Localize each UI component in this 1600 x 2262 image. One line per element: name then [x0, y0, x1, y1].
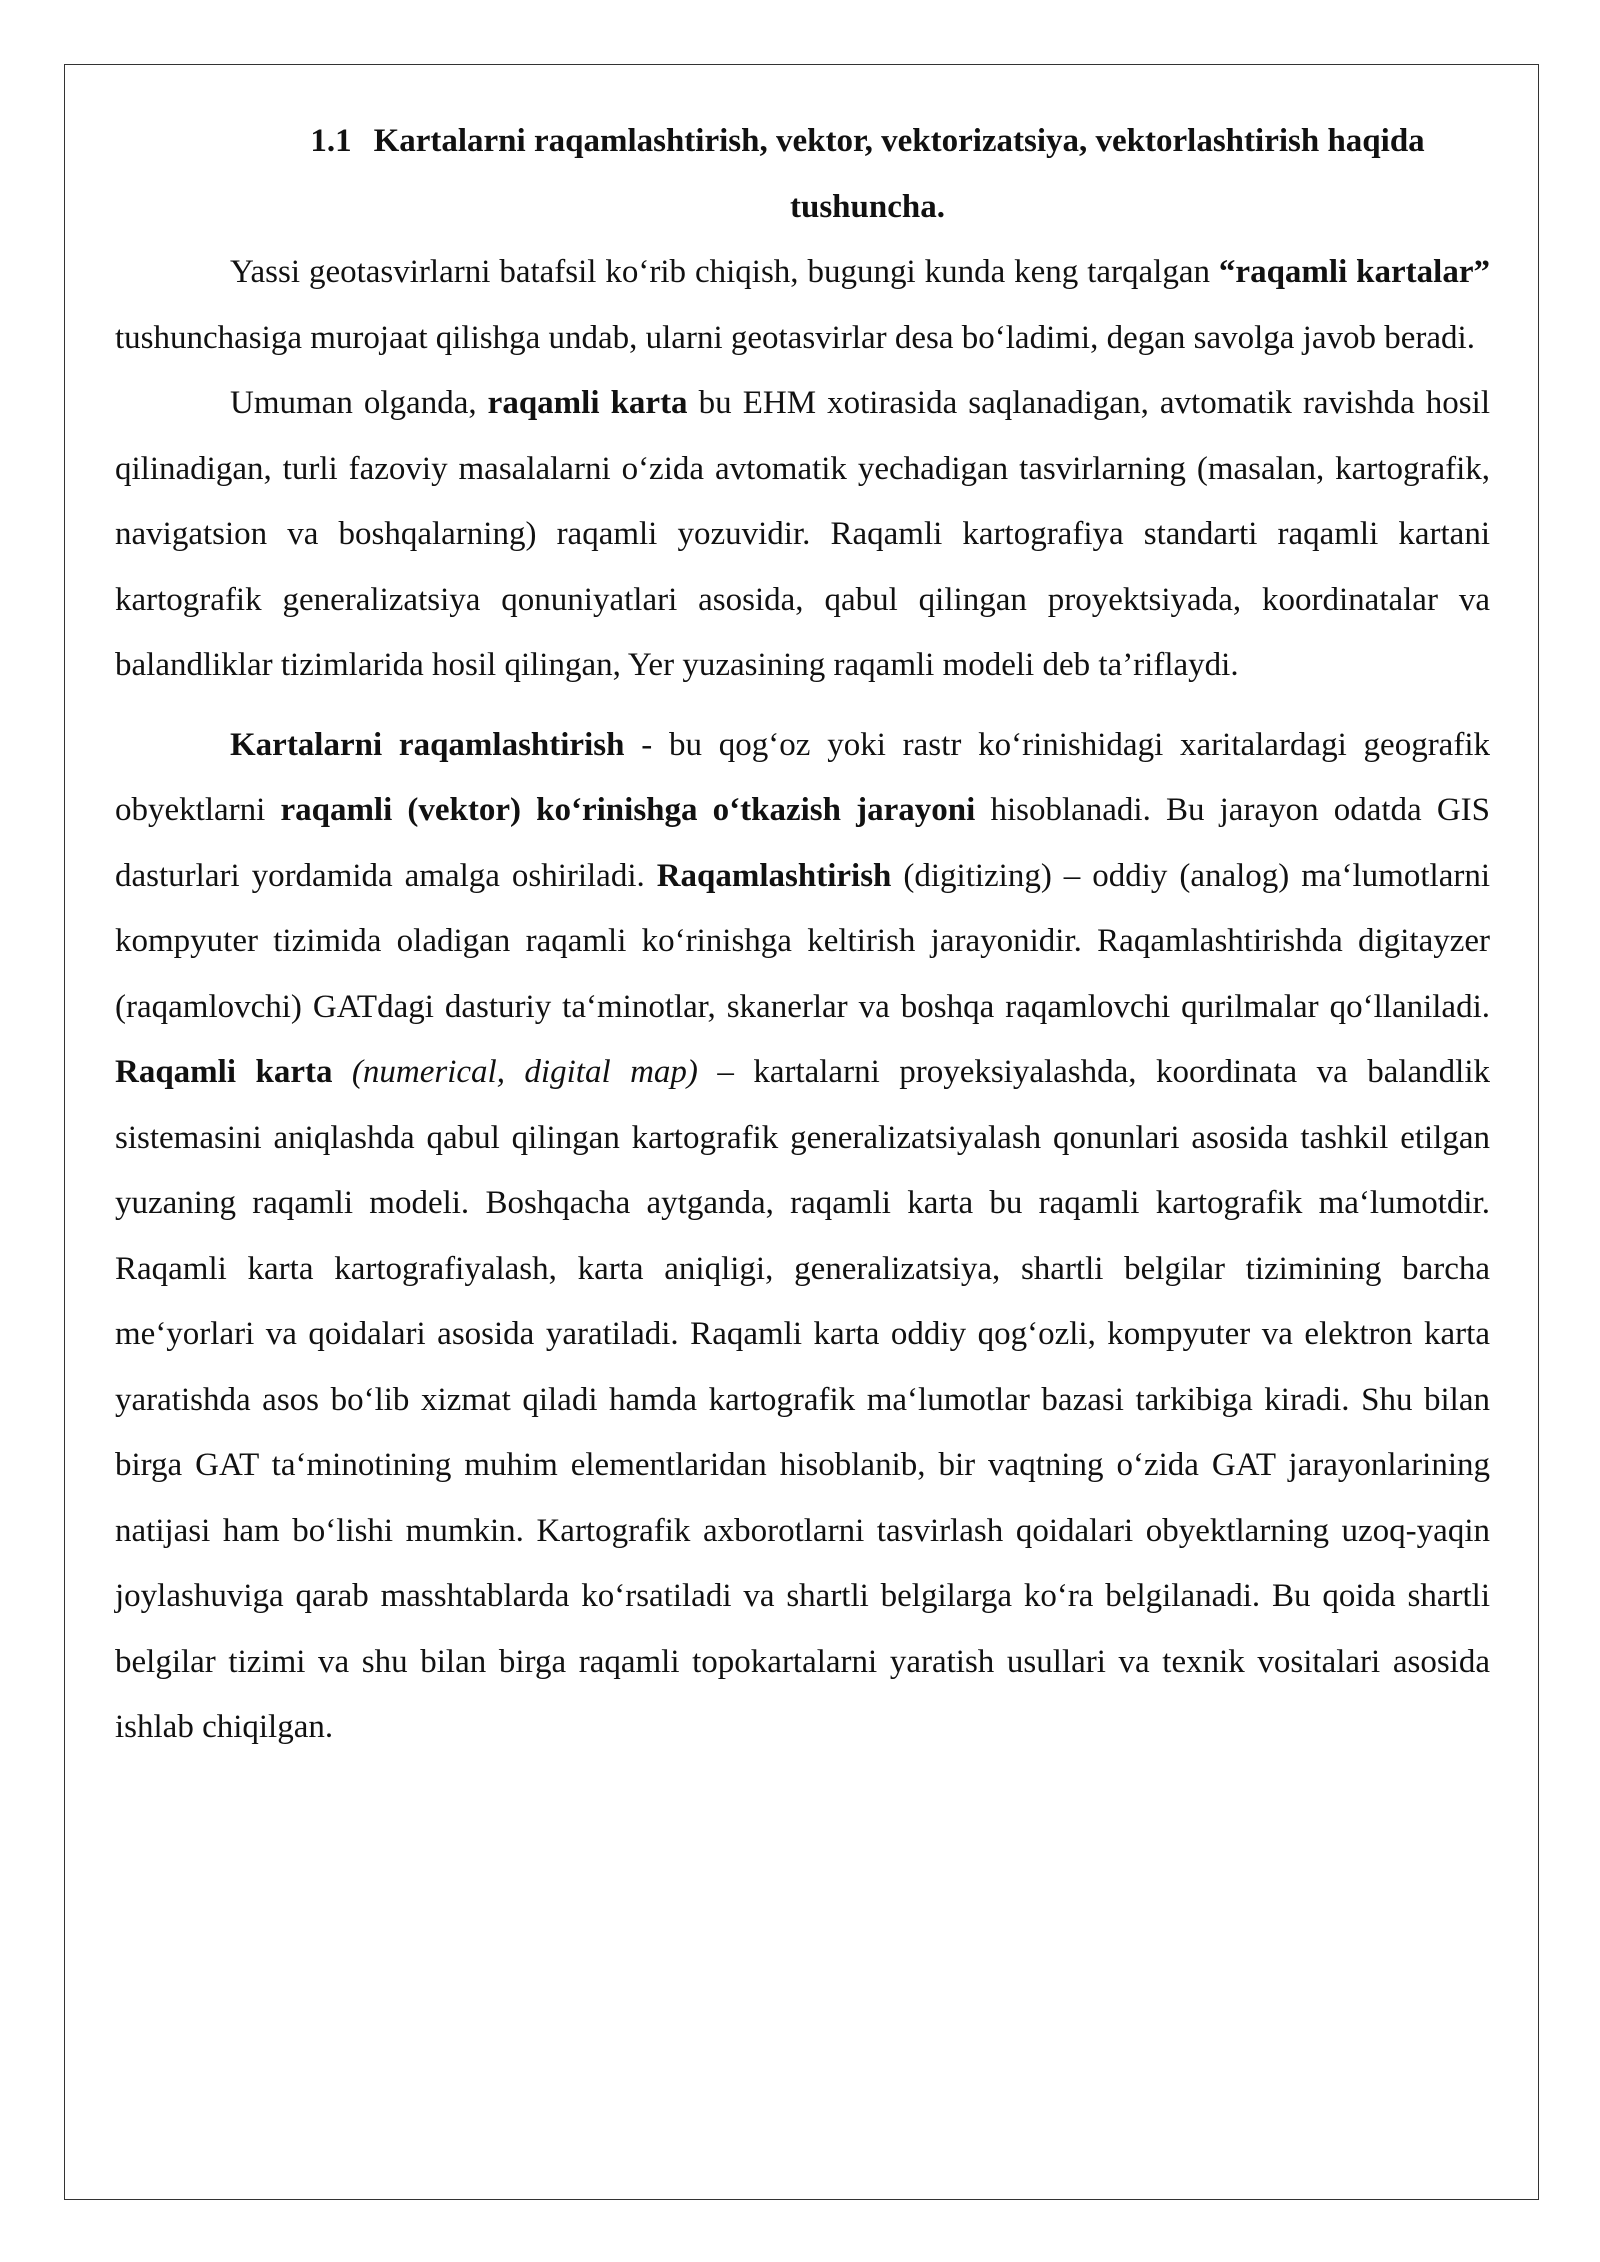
- p1-bold-term: “raqamli kartalar”: [1218, 254, 1490, 290]
- section-title: Kartalarni raqamlashtirish, vektor, vektorizatsiya, vektorlashtirish haqida tushuncha.: [373, 123, 1425, 225]
- p3-bold-term-3: Raqamlashtirish: [656, 857, 892, 894]
- p3-text-1: - bu qog‘oz yoki rastr ko‘rinishidagi xaritalardagi geografik obyektlarni: [115, 726, 1490, 828]
- p1-text-2: tushunchasiga murojaat qilishga undab, ularni geotasvirlar desa bo‘ladimi, degan savolga javob beradi.: [115, 319, 1475, 356]
- p3-italic-term: (numerical, digital map): [332, 1054, 698, 1090]
- section-heading: [115, 108, 1490, 240]
- p3-text-3: (digitizing) – oddiy (analog) ma‘lumotlarni kompyuter tizimida oladigan raqamli ko‘rinishga keltirish jarayonidir. Raqamlashtirishda digitayzer (raqamlovchi) GATdagi dasturiy ta‘minotlar, skanerlar va boshqa raqamlovchi qurilmalar qo‘llaniladi.: [115, 857, 1490, 1025]
- document-body: [115, 108, 1490, 1761]
- p2-text-1: Umuman olganda,: [230, 385, 488, 421]
- p3-bold-term-4: Raqamli karta: [115, 1054, 333, 1090]
- paragraph-2: [115, 371, 1490, 699]
- p3-text-4: – kartalarni proyeksiyalashda, koordinata va balandlik sistemasini aniqlashda qabul qilingan kartografik generalizatsiyalash qonunlari asosida tashkil etilgan yuzaning raqamli modeli. Boshqacha aytganda, raqamli karta bu raqamli kartografik ma‘lumotdir. Raqamli karta kartografiyalash, karta aniqligi, generalizatsiya, shartli belgilar tizimining barcha me‘yorlari va qoidalari asosida yaratiladi. Raqamli karta oddiy qog‘ozli, kompyuter va elektron karta yaratishda asos bo‘lib xizmat qiladi hamda kartografik ma‘lumotlar bazasi tarkibiga kiradi. Shu bilan birga GAT ta‘minotining muhim elementlaridan hisoblanib, bir vaqtning o‘zida GAT jarayonlarining natijasi ham bo‘lishi mumkin. Kartografik axborotlarni tasvirlash qoidalari obyektlarning uzoq-yaqin joylashuviga qarab masshtablarda ko‘rsatiladi va shartli belgilarga ko‘ra belgilanadi. Bu qoida shartli belgilar tizimi va shu bilan birga raqamli topokartalarni yaratish usullari va texnik vositalari asosida ishlab chiqilgan.: [115, 1054, 1490, 1745]
- p2-text-2: bu EHM xotirasida saqlanadigan, avtomatik ravishda hosil qilinadigan, turli fazoviy masalalarni o‘zida avtomatik yechadigan tasvirlarning (masalan, kartografik, navigatsion va boshqalarning) raqamli yozuvidir. Raqamli kartografiya standarti raqamli kartani kartografik generalizatsiya qonuniyatlari asosida, qabul qilingan proyektsiyada, koordinatalar va balandliklar tizimlarida hosil qilingan, Yer yuzasining raqamli modeli deb ta’riflaydi.: [115, 385, 1490, 683]
- p1-text-1: Yassi geotasvirlarni batafsil ko‘rib chiqish, bugungi kunda keng tarqalgan: [230, 254, 1219, 290]
- paragraph-1: [115, 240, 1490, 371]
- section-number: 1.1: [310, 123, 352, 159]
- paragraph-3: [115, 713, 1490, 1761]
- p2-bold-term: raqamli karta: [487, 385, 688, 421]
- p3-bold-term-2: raqamli (vektor) ko‘rinishga o‘tkazish jarayoni: [280, 792, 976, 828]
- p3-text-2: hisoblanadi. Bu jarayon odatda GIS dasturlari yordamida amalga oshiriladi.: [115, 792, 1490, 894]
- p3-bold-term-1: Kartalarni raqamlashtirish: [230, 726, 625, 763]
